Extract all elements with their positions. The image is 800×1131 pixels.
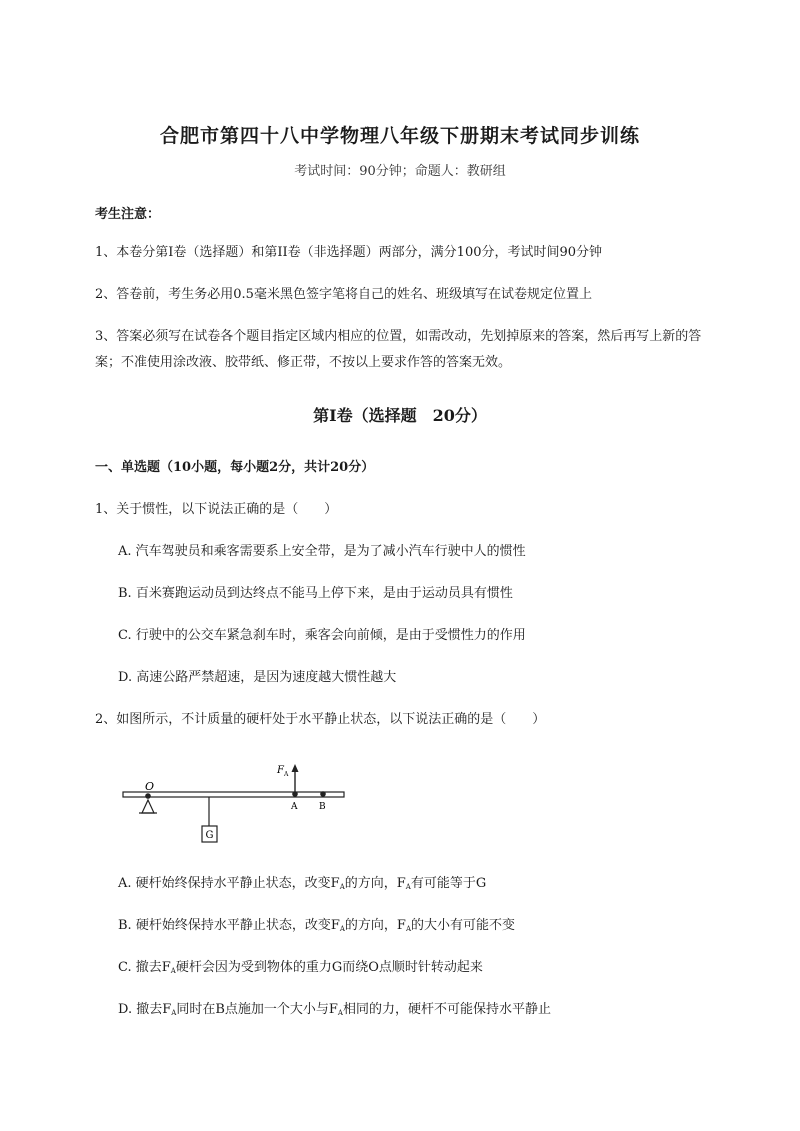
- option-b: B. 百米赛跑运动员到达终点不能马上停下来，是由于运动员具有惯性: [118, 586, 513, 601]
- lever-figure: [110, 755, 360, 850]
- option-d: D. 撤去$F_A$同时在B点施加一个大小与$F_A$相同的力，硬杆不可能保持水平静止: [118, 1002, 551, 1017]
- label-b: B: [319, 802, 326, 812]
- option-b: B. 硬杆始终保持水平静止状态，改变$F_A$的方向，$F_A$的大小有可能不变: [118, 918, 516, 933]
- notice-item: 1、本卷分第I卷（选择题）和第II卷（非选择题）两部分，满分100分，考试时间90分钟: [95, 245, 603, 260]
- option-c: C. 行驶中的公交车紧急刹车时，乘客会向前倾，是由于受惯性力的作用: [118, 628, 526, 643]
- force-arrow-head: [292, 764, 299, 772]
- question-stem: 1、关于惯性，以下说法正确的是（ ）: [95, 502, 338, 517]
- question-stem: 2、如图所示，不计质量的硬杆处于水平静止状态，以下说法正确的是（ ）: [95, 712, 546, 727]
- notice-heading: 考生注意：: [95, 207, 161, 222]
- point-b: [320, 791, 326, 797]
- notice-item: 2、答卷前，考生务必用0.5毫米黑色签字笔将自己的姓名、班级填写在试卷规定位置上: [95, 287, 592, 302]
- section-title: 第I卷（选择题 20分）: [313, 406, 487, 425]
- label-f: F: [277, 765, 284, 776]
- option-d: D. 高速公路严禁超速，是因为速度越大惯性越大: [118, 670, 397, 685]
- notice-item: 3、答案必须写在试卷各个题目指定区域内相应的位置，如需改动，先划掉原来的答案，然后再写上新的答案；不准使用涂改液、胶带纸、修正带，不按以上要求作答的答案无效。: [95, 329, 702, 370]
- point-a: [292, 791, 298, 797]
- option-a: A. 汽车驾驶员和乘客需要系上安全带，是为了减小汽车行驶中人的惯性: [118, 544, 526, 559]
- label-o: O: [145, 780, 155, 793]
- option-a: A. 硬杆始终保持水平静止状态，改变$F_A$的方向，$F_A$有可能等于G: [118, 876, 487, 891]
- option-c: C. 撤去$F_A$硬杆会因为受到物体的重力G而绕O点顺时针转动起来: [118, 960, 483, 975]
- label-a: A: [291, 802, 298, 812]
- page-title: 合肥市第四十八中学物理八年级下册期末考试同步训练: [159, 125, 640, 147]
- fulcrum-pivot: [145, 793, 151, 799]
- fulcrum-triangle: [142, 800, 154, 813]
- label-g: G: [205, 830, 214, 841]
- label-f-sub: A: [284, 771, 289, 778]
- part-heading: 一、单选题（10小题，每小题2分，共计20分）: [95, 460, 375, 475]
- lever-rod: [123, 792, 344, 797]
- exam-info: 考试时间：90分钟；命题人：教研组: [294, 164, 506, 179]
